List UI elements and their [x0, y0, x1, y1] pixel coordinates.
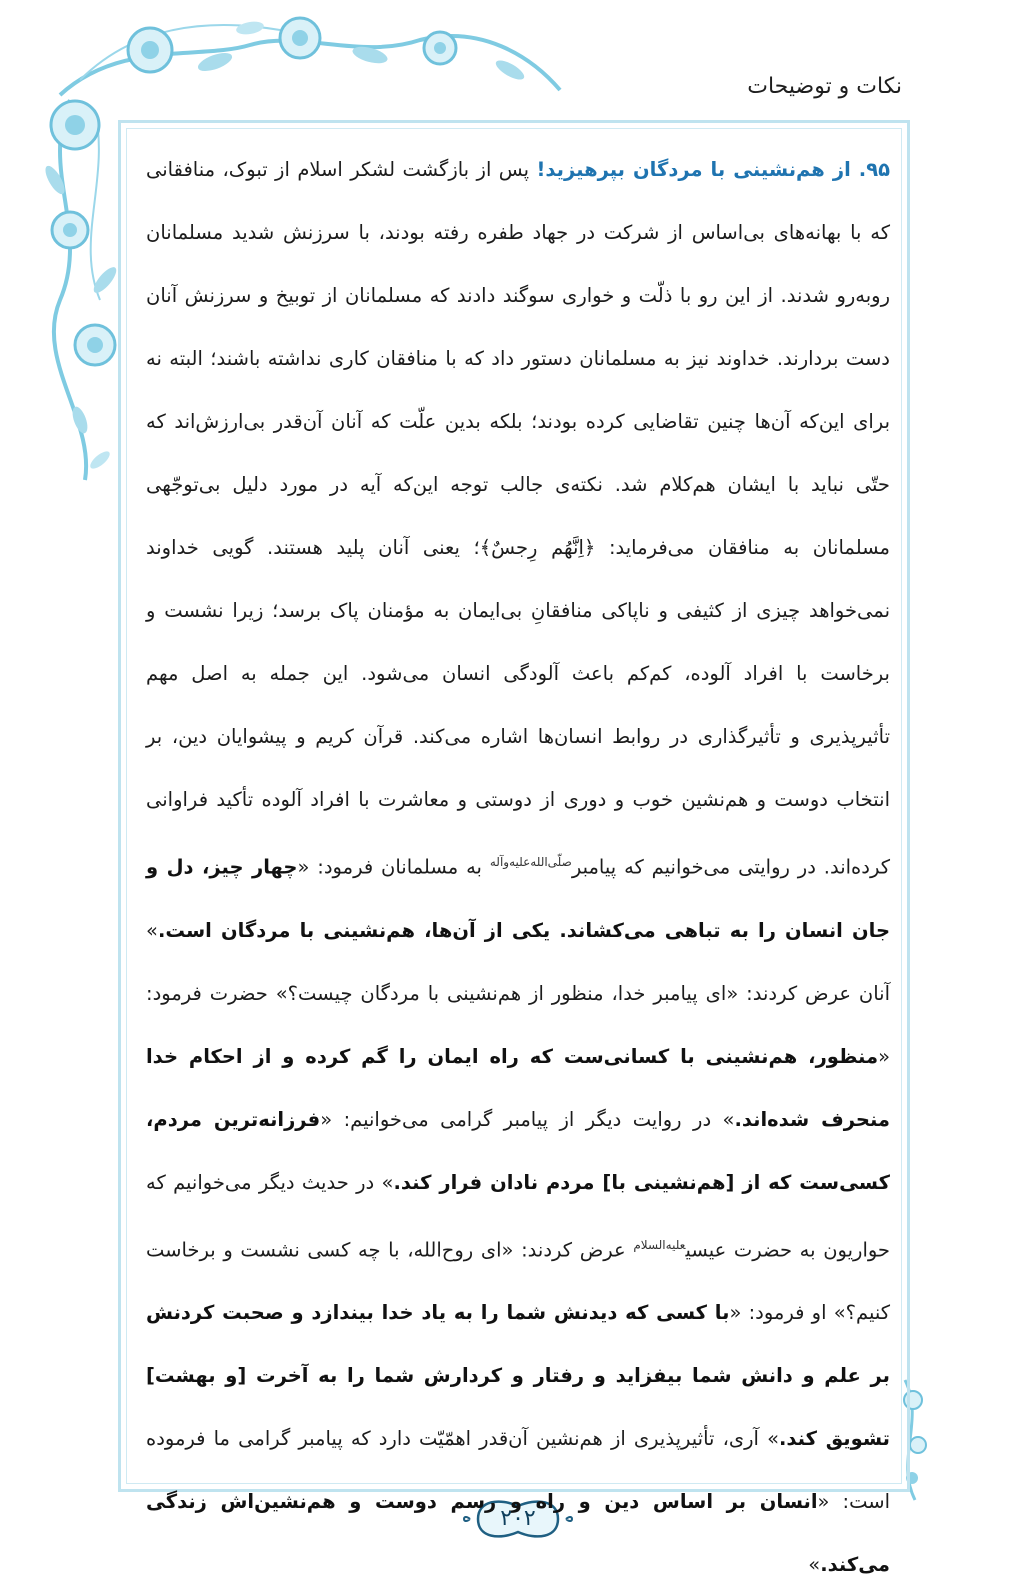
jesus-salutation: علیه‌السلام	[633, 1237, 686, 1252]
hadith-quote: با کسی که دیدنش شما را به یاد خدا بیندازد و صحبت کردنش بر علم و دانش شما بیفزاید و رفتار و کردارش شما را به آخرت [و بهشت] تشویق کند.	[146, 1301, 890, 1450]
running-header: نکات و توضیحات	[747, 74, 902, 99]
hadith-quote: انسان بر اساس دین و راه و رسم دوست و هم‌نشین‌اش زندگی می‌کند.	[146, 1490, 890, 1576]
page-number: ۲۰۲	[500, 1506, 536, 1531]
text-run: » در حدیث دیگر می‌خوانیم که حواریون به حضرت عیسی	[146, 1170, 890, 1261]
prophet-salutation: صلّی‌الله‌علیه‌وآله	[489, 855, 572, 869]
text-run: » در روایت دیگر از پیامبر گرامی می‌خوانیم: «	[320, 1107, 735, 1131]
hadith-quote: چهار چیز، دل و جان انسان را به تباهی می‌کشاند. یکی از آن‌ها، هم‌نشینی با مردگان است.	[146, 855, 890, 942]
paragraph-95	[146, 138, 890, 1592]
section-heading: ۹۵. از هم‌نشینی با مردگان بپرهیزید!	[536, 158, 890, 181]
text-run: ؛ یعنی آنان پلید هستند. گویی خداوند نمی‌خواهد چیزی از کثیفی و ناپاکی منافقانِ بی‌ایمان به مؤمنان پاک برسد؛ زیرا نشست و برخاست با افراد آلوده، کم‌کم باعث آلودگی انسان می‌شود. این جمله به اصل مهم تأثیرپذیری و تأثیرگذاری در روابط انسان‌ها اشاره می‌کند. قرآن کریم و پیشوایان دین، بر انتخاب دوست و هم‌نشین خوب و دوری از دوستی و معاشرت با افراد آلوده تأکید فراوانی کرده‌اند. در روایتی می‌خوانیم که پیامبر	[146, 536, 890, 879]
hadith-quote: منظور، هم‌نشینی با کسانی‌ست که راه ایمان را گم کرده و از احکام خدا منحرف شده‌اند.	[146, 1044, 890, 1131]
text-run: به مسلمانان فرمود: «	[297, 855, 490, 879]
text-run: » آری، تأثیرپذیری از هم‌نشین آن‌قدر اهمّیّت دارد که پیامبر گرامی ما فرموده است: «	[146, 1427, 890, 1513]
text-run: پس از بازگشت لشکر اسلام از تبوک، منافقانی که با بهانه‌های بی‌اساس از شرکت در جهاد طفره رفته بودند، با سرزنش شدید مسلمانان روبه‌رو شدند. از این رو با ذلّت و خواری سوگند دادند که مسلمانان از توبیخ و سرزنش آنان دست بردارند. خداوند نیز به مسلمانان دستور داد که با منافقان کاری نداشته باشند؛ البته نه برای این‌که آن‌ها چنین تقاضایی کرده بودند؛ بلکه بدین علّت که آنان آن‌قدر بی‌ارزش‌اند که حتّی نباید با ایشان هم‌کلام شد. نکته‌ی جالب توجه این‌که آیه در مورد دلیل بی‌توجّهی مسلمانان به منافقان می‌فرماید:	[146, 158, 890, 559]
text-run: » آنان عرض کردند: «ای پیامبر خدا، منظور از هم‌نشینی با مردگان چیست؟» حضرت فرمود: «	[146, 918, 890, 1068]
text-run: »	[808, 1553, 821, 1576]
quran-quote: ﴿اِنَّهُم رِجسٌ﴾	[479, 536, 596, 559]
text-run: عرض کردند: «ای روح‌الله، با چه کسی نشست و برخاست کنیم؟» او فرمود: «	[146, 1238, 890, 1324]
hadith-quote: فرزانه‌ترین مردم، کسی‌ست که از [هم‌نشینی با] مردم نادان فرار کند.	[146, 1107, 890, 1194]
